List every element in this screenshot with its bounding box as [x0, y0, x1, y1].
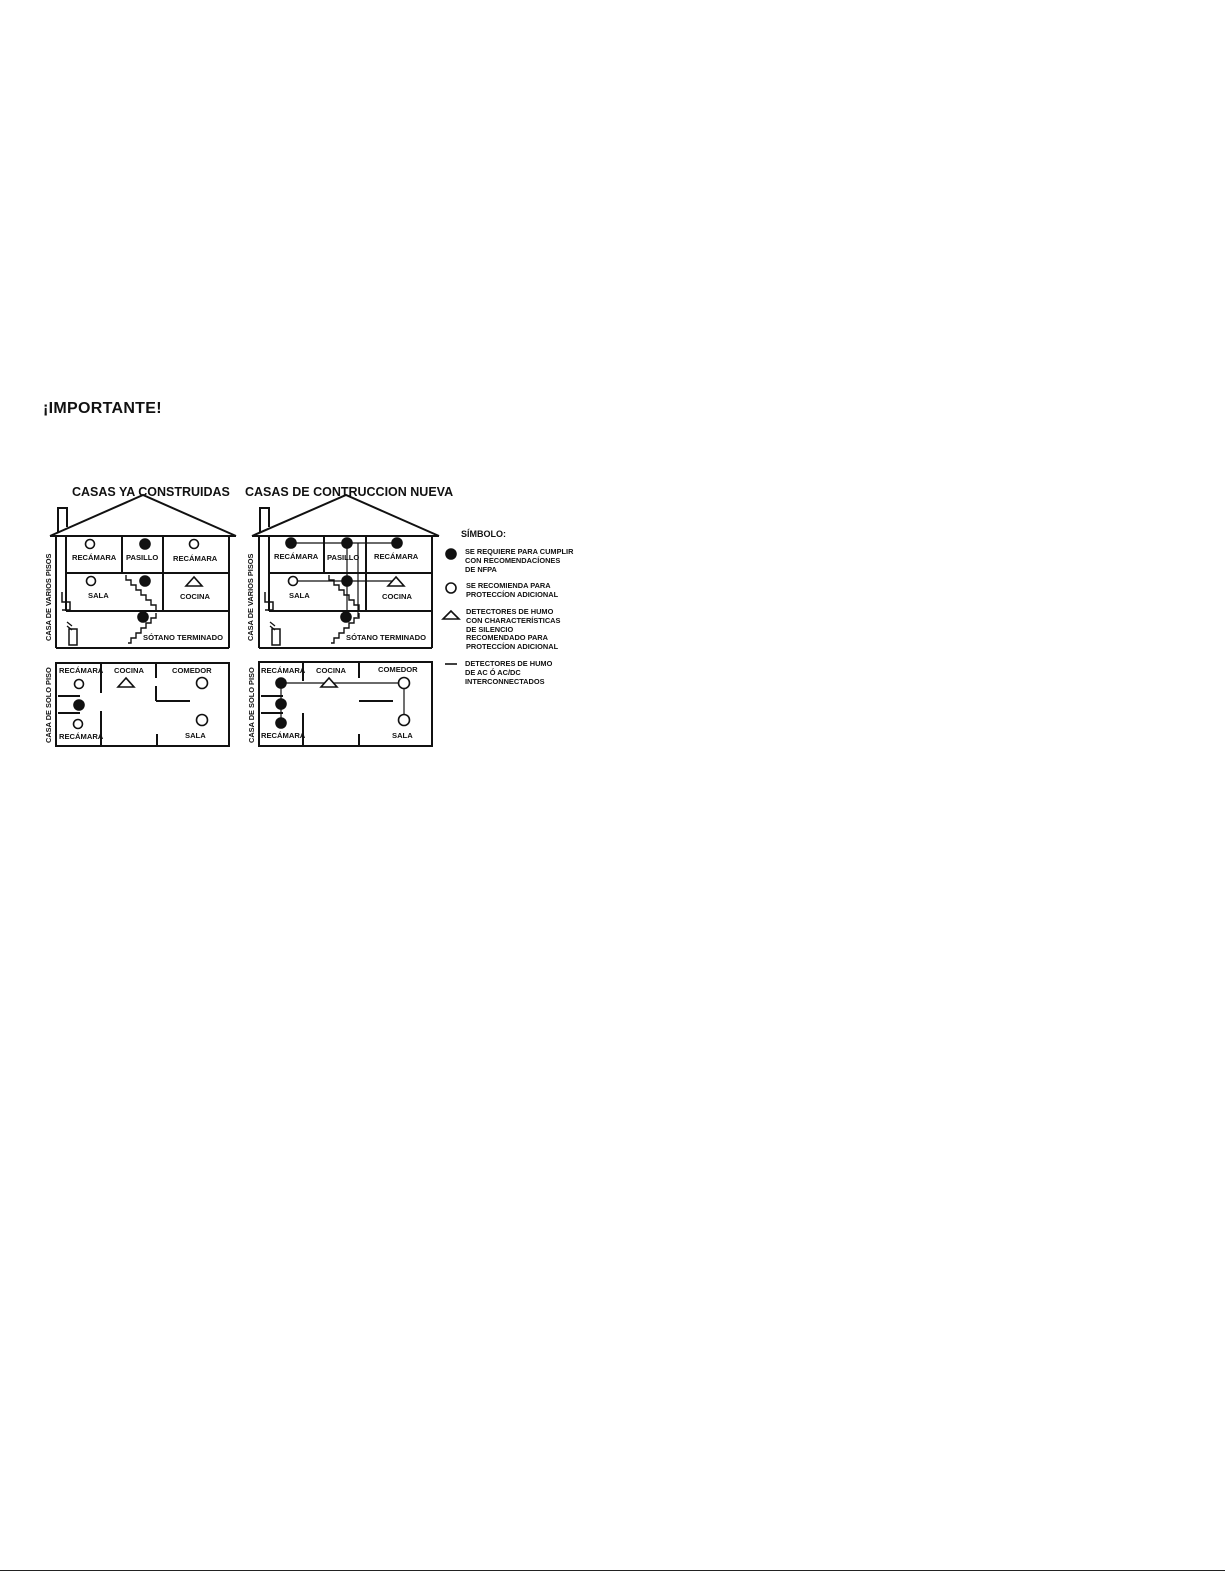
room-label: RECÁMARA — [274, 552, 319, 561]
room-label: RECÁMARA — [261, 731, 306, 740]
page-heading: ¡IMPORTANTE! — [43, 400, 162, 417]
open-circle-icon — [74, 720, 83, 729]
existing-multi-detectors — [86, 539, 203, 622]
room-label: COCINA — [316, 666, 346, 675]
existing-single-floor-label: CASA DE SOLO PISO — [44, 667, 53, 743]
legend-title: SÍMBOLO: — [461, 529, 506, 539]
filled-circle-icon — [74, 700, 84, 710]
open-circle-icon — [197, 678, 208, 689]
existing-single-detectors — [74, 678, 208, 729]
new-homes-title: CASAS DE CONTRUCCION NUEVA — [245, 485, 454, 499]
open-circle-icon — [190, 540, 199, 549]
room-label: COMEDOR — [378, 665, 418, 674]
filled-circle-icon — [342, 576, 352, 586]
open-circle-icon — [399, 715, 410, 726]
triangle-icon — [443, 611, 459, 619]
legend-item-silence-feature: DETECTORES DE HUMO CON CHARACTERÍSTICAS DE SILENCIO RECOMENDADO PARA PROTECCÍON ADICIONAL — [466, 607, 561, 652]
filled-circle-icon — [140, 576, 150, 586]
filled-circle-icon — [286, 538, 296, 548]
legend-item-recommended: SE RECOMIENDA PARA PROTECCÍON ADICIONAL — [466, 581, 559, 599]
filled-circle-icon — [140, 539, 150, 549]
new-multi-story-house — [252, 495, 439, 648]
existing-multi-story-label: CASA DE VARIOS PISOS — [44, 553, 53, 641]
triangle-icon — [186, 577, 202, 586]
open-circle-icon — [87, 577, 96, 586]
filled-circle-icon — [276, 678, 286, 688]
room-label: COCINA — [382, 592, 412, 601]
legend-symbols — [443, 549, 459, 664]
room-label: RECÁMARA — [59, 732, 104, 741]
room-label: PASILLO — [327, 553, 360, 562]
page-bottom-rule — [0, 1570, 1225, 1571]
filled-circle-icon — [138, 612, 148, 622]
room-label: COMEDOR — [172, 666, 212, 675]
filled-circle-icon — [276, 699, 286, 709]
filled-circle-icon — [342, 538, 352, 548]
open-circle-icon — [446, 583, 456, 593]
room-label: SALA — [392, 731, 413, 740]
room-label: COCINA — [114, 666, 144, 675]
open-circle-icon — [86, 540, 95, 549]
new-single-detectors — [276, 678, 410, 729]
legend-item-interconnected: DETECTORES DE HUMO DE AC Ó AC/DC INTERCONNECTADOS — [465, 659, 553, 686]
room-label: COCINA — [180, 592, 210, 601]
new-multi-detectors — [286, 538, 404, 622]
room-label: RECÁMARA — [374, 552, 419, 561]
open-circle-icon — [75, 680, 84, 689]
triangle-icon — [118, 678, 134, 687]
open-circle-icon — [399, 678, 410, 689]
room-label: SALA — [289, 591, 310, 600]
filled-circle-icon — [341, 612, 351, 622]
room-label: SALA — [88, 591, 109, 600]
new-multi-story-label: CASA DE VARIOS PISOS — [246, 553, 255, 641]
existing-multi-story-house — [50, 495, 236, 648]
new-single-interconnect-lines — [281, 683, 404, 723]
room-label: RECÁMARA — [173, 554, 218, 563]
open-circle-icon — [197, 715, 208, 726]
open-circle-icon — [289, 577, 298, 586]
new-single-floor-label: CASA DE SOLO PISO — [247, 667, 256, 743]
room-label: RECÁMARA — [59, 666, 104, 675]
legend-item-required: SE REQUIERE PARA CUMPLIR CON RECOMENDACÍONES DE NFPA — [465, 547, 574, 574]
room-label: SÓTANO TERMINADO — [346, 633, 427, 642]
existing-homes-title: CASAS YA CONSTRUIDAS — [72, 485, 230, 499]
filled-circle-icon — [276, 718, 286, 728]
room-label: RECÁMARA — [261, 666, 306, 675]
room-label: PASILLO — [126, 553, 159, 562]
room-label: SÓTANO TERMINADO — [143, 633, 224, 642]
filled-circle-icon — [392, 538, 402, 548]
room-label: SALA — [185, 731, 206, 740]
filled-circle-icon — [446, 549, 456, 559]
room-label: RECÁMARA — [72, 553, 117, 562]
